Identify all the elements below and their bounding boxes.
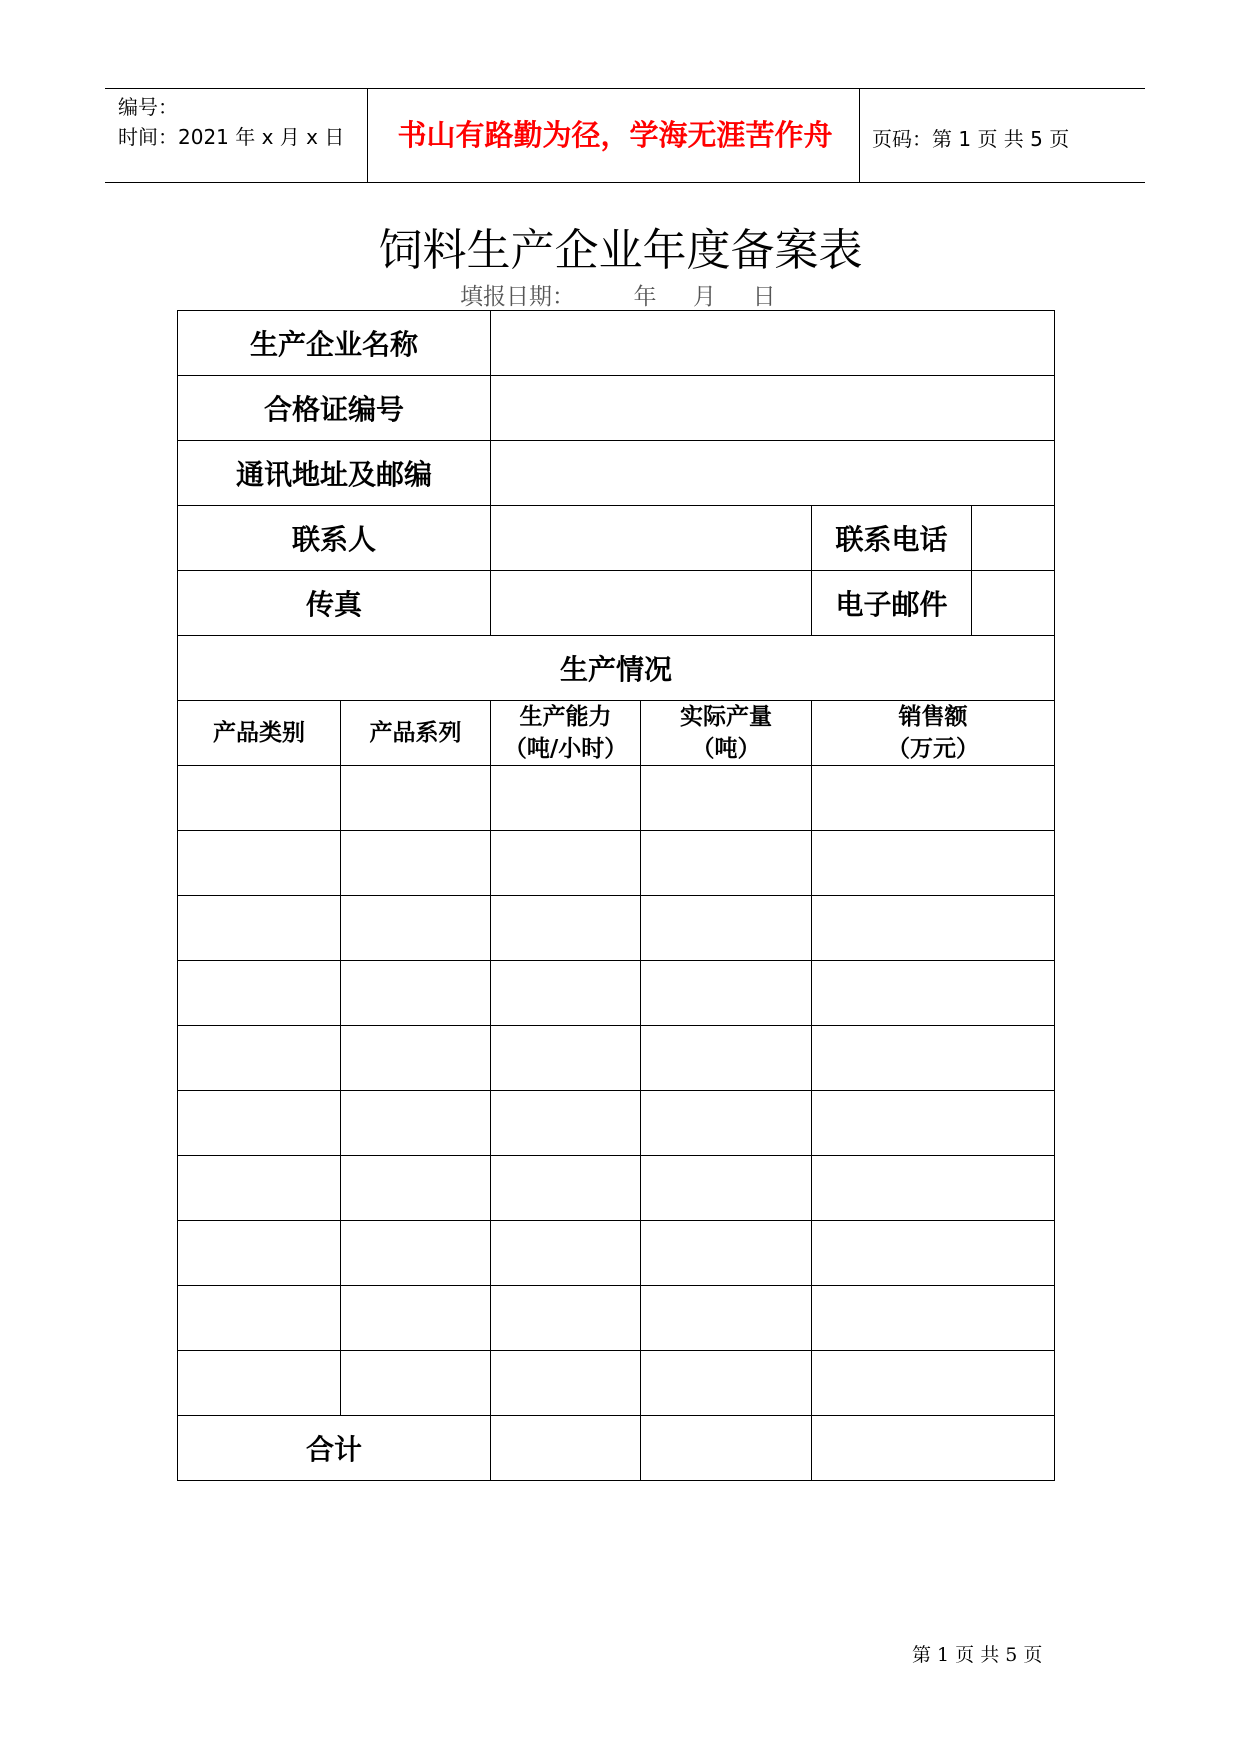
header-bottom-rule xyxy=(105,182,1145,183)
production-row xyxy=(178,1156,1055,1221)
address-zip-label: 通讯地址及邮编 xyxy=(178,441,491,506)
production-row xyxy=(178,1286,1055,1351)
form-row xyxy=(178,571,1055,636)
cell[interactable] xyxy=(812,766,1055,831)
cell[interactable] xyxy=(812,1221,1055,1286)
time-label: 时间：2021 年 x 月 x 日 xyxy=(118,125,345,149)
cell[interactable] xyxy=(641,961,812,1026)
cell[interactable] xyxy=(641,1286,812,1351)
cell[interactable] xyxy=(491,1351,641,1416)
cell[interactable] xyxy=(812,1286,1055,1351)
production-row xyxy=(178,1091,1055,1156)
contact-person-label: 联系人 xyxy=(178,506,491,571)
cell[interactable] xyxy=(491,896,641,961)
total-sales-field[interactable] xyxy=(812,1416,1055,1481)
cell[interactable] xyxy=(178,1286,341,1351)
certificate-no-field[interactable] xyxy=(491,376,1055,441)
header-divider xyxy=(367,88,368,182)
cell[interactable] xyxy=(641,1026,812,1091)
company-name-field[interactable] xyxy=(491,311,1055,376)
col-series: 产品系列 xyxy=(341,701,491,766)
cell[interactable] xyxy=(641,896,812,961)
header-page-label: 页码：第 1 页 共 5 页 xyxy=(872,127,1070,151)
col-output: 实际产量 （吨） xyxy=(641,701,812,766)
cell[interactable] xyxy=(812,1351,1055,1416)
page-footer: 第 1 页 共 5 页 xyxy=(912,1644,1043,1666)
filing-form xyxy=(177,310,1055,1481)
total-label: 合计 xyxy=(178,1416,491,1481)
cell[interactable] xyxy=(641,1156,812,1221)
cell[interactable] xyxy=(178,961,341,1026)
cell[interactable] xyxy=(178,1091,341,1156)
cell[interactable] xyxy=(178,1156,341,1221)
cell[interactable] xyxy=(341,961,491,1026)
cell[interactable] xyxy=(178,1351,341,1416)
address-zip-field[interactable] xyxy=(491,441,1055,506)
cell[interactable] xyxy=(341,1286,491,1351)
cell[interactable] xyxy=(491,766,641,831)
form-row xyxy=(178,441,1055,506)
header-top-rule xyxy=(105,88,1145,89)
production-row xyxy=(178,766,1055,831)
cell[interactable] xyxy=(178,896,341,961)
production-row xyxy=(178,1026,1055,1091)
col-category: 产品类别 xyxy=(178,701,341,766)
cell[interactable] xyxy=(341,1026,491,1091)
fax-field[interactable] xyxy=(491,571,812,636)
cell[interactable] xyxy=(641,1221,812,1286)
cell[interactable] xyxy=(491,1091,641,1156)
production-row xyxy=(178,961,1055,1026)
production-row xyxy=(178,1351,1055,1416)
form-row xyxy=(178,636,1055,701)
cell[interactable] xyxy=(491,1026,641,1091)
cell[interactable] xyxy=(341,1156,491,1221)
certificate-no-label: 合格证编号 xyxy=(178,376,491,441)
email-field[interactable] xyxy=(972,571,1055,636)
cell[interactable] xyxy=(341,896,491,961)
cell[interactable] xyxy=(812,831,1055,896)
col-sales: 销售额 （万元） xyxy=(812,701,1055,766)
document-title: 饲料生产企业年度备案表 xyxy=(378,225,863,276)
production-row xyxy=(178,831,1055,896)
cell[interactable] xyxy=(341,831,491,896)
cell[interactable] xyxy=(341,766,491,831)
cell[interactable] xyxy=(491,831,641,896)
cell[interactable] xyxy=(812,1156,1055,1221)
header-motto: 书山有路勤为径，学海无涯苦作舟 xyxy=(397,118,833,152)
total-output-field[interactable] xyxy=(641,1416,812,1481)
cell[interactable] xyxy=(812,896,1055,961)
cell[interactable] xyxy=(341,1351,491,1416)
contact-phone-label: 联系电话 xyxy=(812,506,972,571)
cell[interactable] xyxy=(491,1156,641,1221)
cell[interactable] xyxy=(491,1221,641,1286)
cell[interactable] xyxy=(491,1286,641,1351)
col-capacity: 生产能力 （吨/小时） xyxy=(491,701,641,766)
production-section-title: 生产情况 xyxy=(178,636,1055,701)
cell[interactable] xyxy=(641,766,812,831)
production-row xyxy=(178,896,1055,961)
company-name-label: 生产企业名称 xyxy=(178,311,491,376)
production-header-row xyxy=(178,701,1055,766)
cell[interactable] xyxy=(491,961,641,1026)
cell[interactable] xyxy=(641,1351,812,1416)
cell[interactable] xyxy=(641,831,812,896)
total-row xyxy=(178,1416,1055,1481)
cell[interactable] xyxy=(812,1026,1055,1091)
cell[interactable] xyxy=(341,1091,491,1156)
form-row xyxy=(178,506,1055,571)
email-label: 电子邮件 xyxy=(812,571,972,636)
total-capacity-field[interactable] xyxy=(491,1416,641,1481)
number-label: 编号： xyxy=(118,95,178,119)
cell[interactable] xyxy=(641,1091,812,1156)
form-row xyxy=(178,376,1055,441)
contact-phone-field[interactable] xyxy=(972,506,1055,571)
cell[interactable] xyxy=(341,1221,491,1286)
cell[interactable] xyxy=(812,1091,1055,1156)
fax-label: 传真 xyxy=(178,571,491,636)
contact-person-field[interactable] xyxy=(491,506,812,571)
cell[interactable] xyxy=(812,961,1055,1026)
form-row xyxy=(178,311,1055,376)
cell[interactable] xyxy=(178,1026,341,1091)
production-row xyxy=(178,1221,1055,1286)
fill-date: 填报日期： 年 月 日 xyxy=(460,284,776,310)
header-left-info xyxy=(118,92,344,152)
cell[interactable] xyxy=(178,766,341,831)
cell[interactable] xyxy=(178,1221,341,1286)
cell[interactable] xyxy=(178,831,341,896)
